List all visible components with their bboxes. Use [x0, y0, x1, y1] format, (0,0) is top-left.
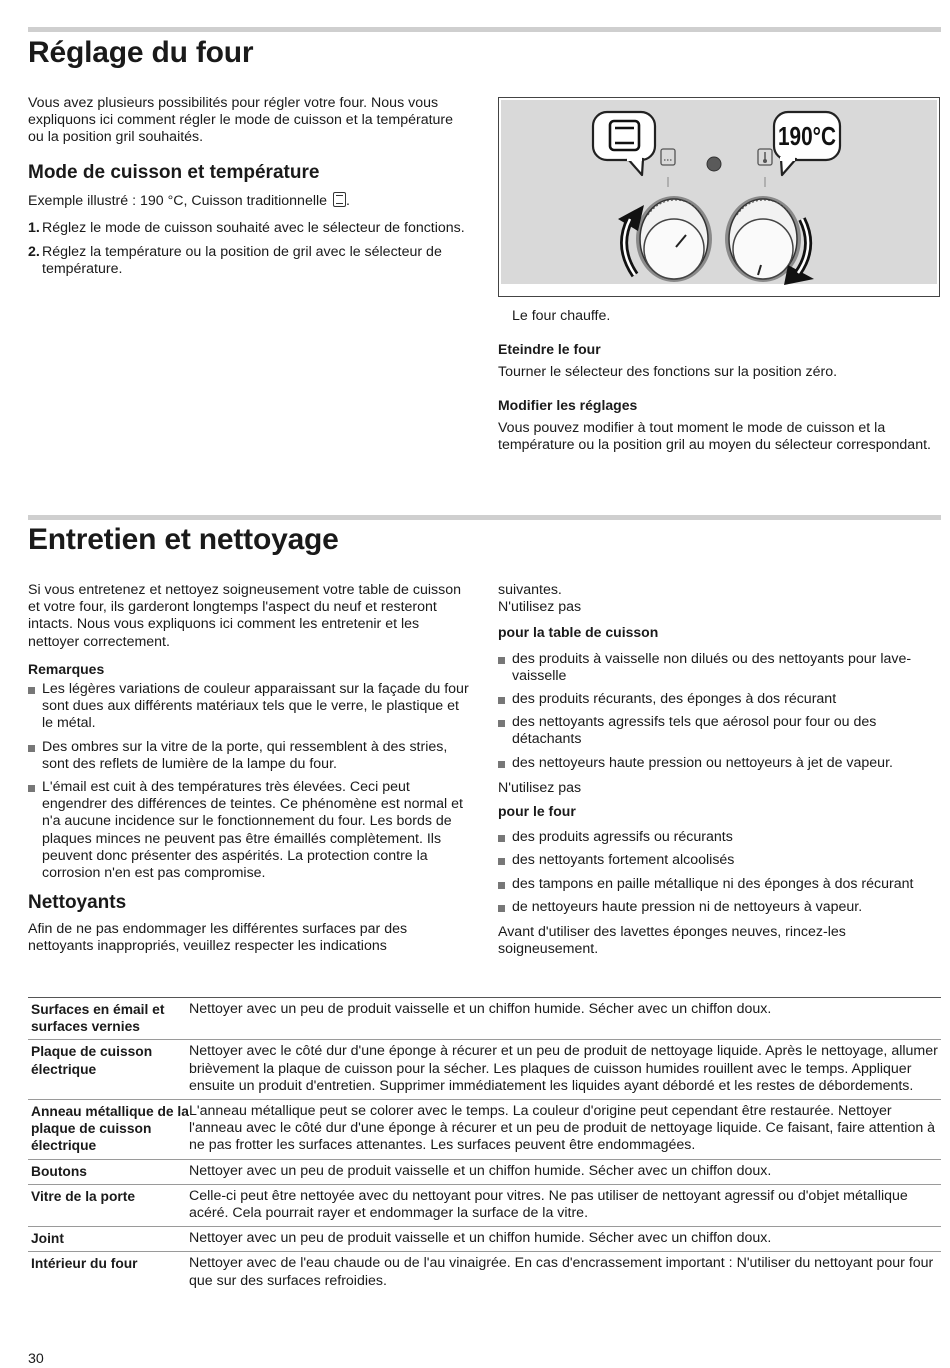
table-cell-surface: Plaque de cuisson électrique [28, 1040, 189, 1100]
table-cell-instruction: Nettoyer avec le côté dur d'une éponge à récurer et un peu de produit de nettoyage liquide. Après le nettoyage, allumer brièvement la plaque de cuisson pour la sécher. Les plaques de cuisson humides rouillent avec le temps. Appliquer ensuite un produit d'entretien. Supprimer immédiatement les liquides ayant débordé et les restes de débordements. [189, 1040, 941, 1100]
table-cell-instruction: Celle-ci peut être nettoyée avec du nettoyant pour vitres. Ne pas utiliser de nettoyant agressif ou d'objet métallique acéré. Cela pourrait rayer et endommager la surface de la vitre. [189, 1184, 941, 1226]
do-not-use-label: N'utilisez pas [498, 599, 582, 616]
oven-heading: pour le four [498, 803, 576, 820]
top-rule [28, 27, 941, 32]
indicator-lamp [707, 157, 721, 171]
step-item: 2. Réglez la température ou la position de gril avec le sélecteur de température. [28, 244, 442, 278]
list-item: des nettoyants agressifs tels que aérosol pour four ou des détachants [498, 714, 940, 748]
temperature-display: 190°C [778, 121, 837, 151]
table-row [28, 1184, 941, 1226]
table-cell-surface: Surfaces en émail et surfaces vernies [28, 998, 189, 1040]
continued-text: suivantes. [498, 582, 562, 598]
table-cell-surface: Anneau métallique de la plaque de cuisson électrique [28, 1100, 189, 1160]
sponges-note: Avant d'utiliser des lavettes éponges neuves, rincez-les soigneusement. [498, 924, 846, 958]
list-item: des produits à vaisselle non dilués ou des nettoyants pour lave-vaisselle [498, 651, 940, 685]
hob-list [498, 651, 940, 772]
maintenance-intro: Si vous entretenez et nettoyez soigneusement votre table de cuisson et votre four, ils garderont longtemps l'aspect du neuf et resteront intacts. Nous vous expliquons ici comment les entretenir et les nettoyer correctement. [28, 582, 461, 650]
table-cell-instruction: L'anneau métallique peut se colorer avec le temps. La couleur d'origine peut cependant être restaurée. Nettoyer l'anneau avec le côté dur d'une éponge à récurer et un peu de produit de nettoyage liquide. Ce faisant, faire attention à ne pas frotter les surfaces attenantes. Les surfaces peuvent être endommagées. [189, 1100, 941, 1160]
list-item: des tampons en paille métallique ni des éponges à dos récurant [498, 876, 940, 893]
list-item: Les légères variations de couleur apparaissant sur la façade du four sont dues aux différents matériaux tels que le verre, le plastique et le métal. [28, 681, 473, 733]
table-cell-surface: Intérieur du four [28, 1252, 189, 1294]
section-title-oven-settings: Réglage du four [28, 36, 254, 69]
table-row [28, 1227, 941, 1252]
right-column [498, 582, 940, 958]
table-row [28, 1252, 941, 1294]
list-item: Des ombres sur la vitre de la porte, qui ressemblent à des stries, sont des reflets de lumière de la lampe du four. [28, 739, 473, 773]
list-item: de nettoyeurs haute pression ni de nettoyeurs à vapeur. [498, 899, 940, 916]
table-cell-instruction: Nettoyer avec un peu de produit vaisselle et un chiffon humide. Sécher avec un chiffon doux. [189, 1159, 941, 1184]
table-cell-instruction: Nettoyer avec de l'eau chaude ou de l'au vinaigrée. En cas d'encrassement important : N'utiliser du nettoyant pour four que sur des surfaces refroidies. [189, 1252, 941, 1294]
oven-icon [333, 192, 346, 207]
list-item: des nettoyeurs haute pression ou nettoyeurs à jet de vapeur. [498, 755, 940, 772]
turn-off-text: Tourner le sélecteur des fonctions sur la position zéro. [498, 364, 838, 380]
remarks-heading: Remarques [28, 660, 105, 677]
table-cell-surface: Joint [28, 1227, 189, 1252]
table-cell-surface: Vitre de la porte [28, 1184, 189, 1226]
example-text: Exemple illustré : 190 °C, Cuisson traditionnelle [28, 193, 328, 209]
steps-list [28, 220, 473, 286]
table-row [28, 1159, 941, 1184]
subtitle-mode-temperature: Mode de cuisson et température [28, 162, 320, 183]
modify-settings-text: Vous pouvez modifier à tout moment le mode de cuisson et la température ou la position gril au moyen du sélecteur correspondant. [498, 420, 931, 454]
section-rule [28, 515, 941, 520]
modify-settings-heading: Modifier les réglages [498, 397, 638, 413]
oven-list [498, 829, 940, 916]
oven-control-illustration [498, 97, 940, 297]
list-item: des produits agressifs ou récurants [498, 829, 940, 846]
table-cell-surface: Boutons [28, 1159, 189, 1184]
table-row [28, 1040, 941, 1100]
do-not-use-label: N'utilisez pas [498, 779, 582, 796]
cleaning-table [28, 997, 941, 1294]
function-selector-knob[interactable] [636, 196, 712, 282]
table-cell-instruction: Nettoyer avec un peu de produit vaisselle et un chiffon humide. Sécher avec un chiffon doux. [189, 998, 941, 1040]
intro-paragraph: Vous avez plusieurs possibilités pour régler votre four. Nous vous expliquons ici comment régler le mode de cuisson et la température ou la position gril souhaités. [28, 95, 454, 146]
heating-status: Le four chauffe. [512, 308, 611, 324]
list-item: L'émail est cuit à des températures très élevées. Ceci peut engendrer des différences de teintes. Ce phénomène est normal et n'a aucune incidence sur le fonctionnement du four. Les bords de plaques minces ne peuvent pas être émaillés complètement. Ils peuvent donc présenter des aspérités. La protection contre la corrosion n'en est pas compromise. [28, 779, 473, 882]
left-column [28, 582, 473, 956]
remarks-list [28, 681, 473, 882]
table-row [28, 1100, 941, 1160]
page-number: 30 [28, 1351, 44, 1367]
cleaners-heading: Nettoyants [28, 892, 127, 914]
list-item: des nettoyants fortement alcoolisés [498, 852, 940, 869]
list-item: des produits récurants, des éponges à dos récurant [498, 691, 940, 708]
cleaners-text: Afin de ne pas endommager les différentes surfaces par des nettoyants inappropriés, veuillez respecter les indications [28, 921, 408, 955]
section-title-maintenance: Entretien et nettoyage [28, 523, 339, 556]
step-item: 1. Réglez le mode de cuisson souhaité avec le sélecteur de fonctions. [28, 220, 465, 236]
hob-heading: pour la table de cuisson [498, 624, 659, 641]
table-row [28, 998, 941, 1040]
table-cell-instruction: Nettoyer avec un peu de produit vaisselle et un chiffon humide. Sécher avec un chiffon doux. [189, 1227, 941, 1252]
oven-control-figure [498, 97, 940, 297]
example-line: Exemple illustré : 190 °C, Cuisson traditionnelle . [28, 193, 350, 209]
turn-off-heading: Eteindre le four [498, 341, 601, 357]
